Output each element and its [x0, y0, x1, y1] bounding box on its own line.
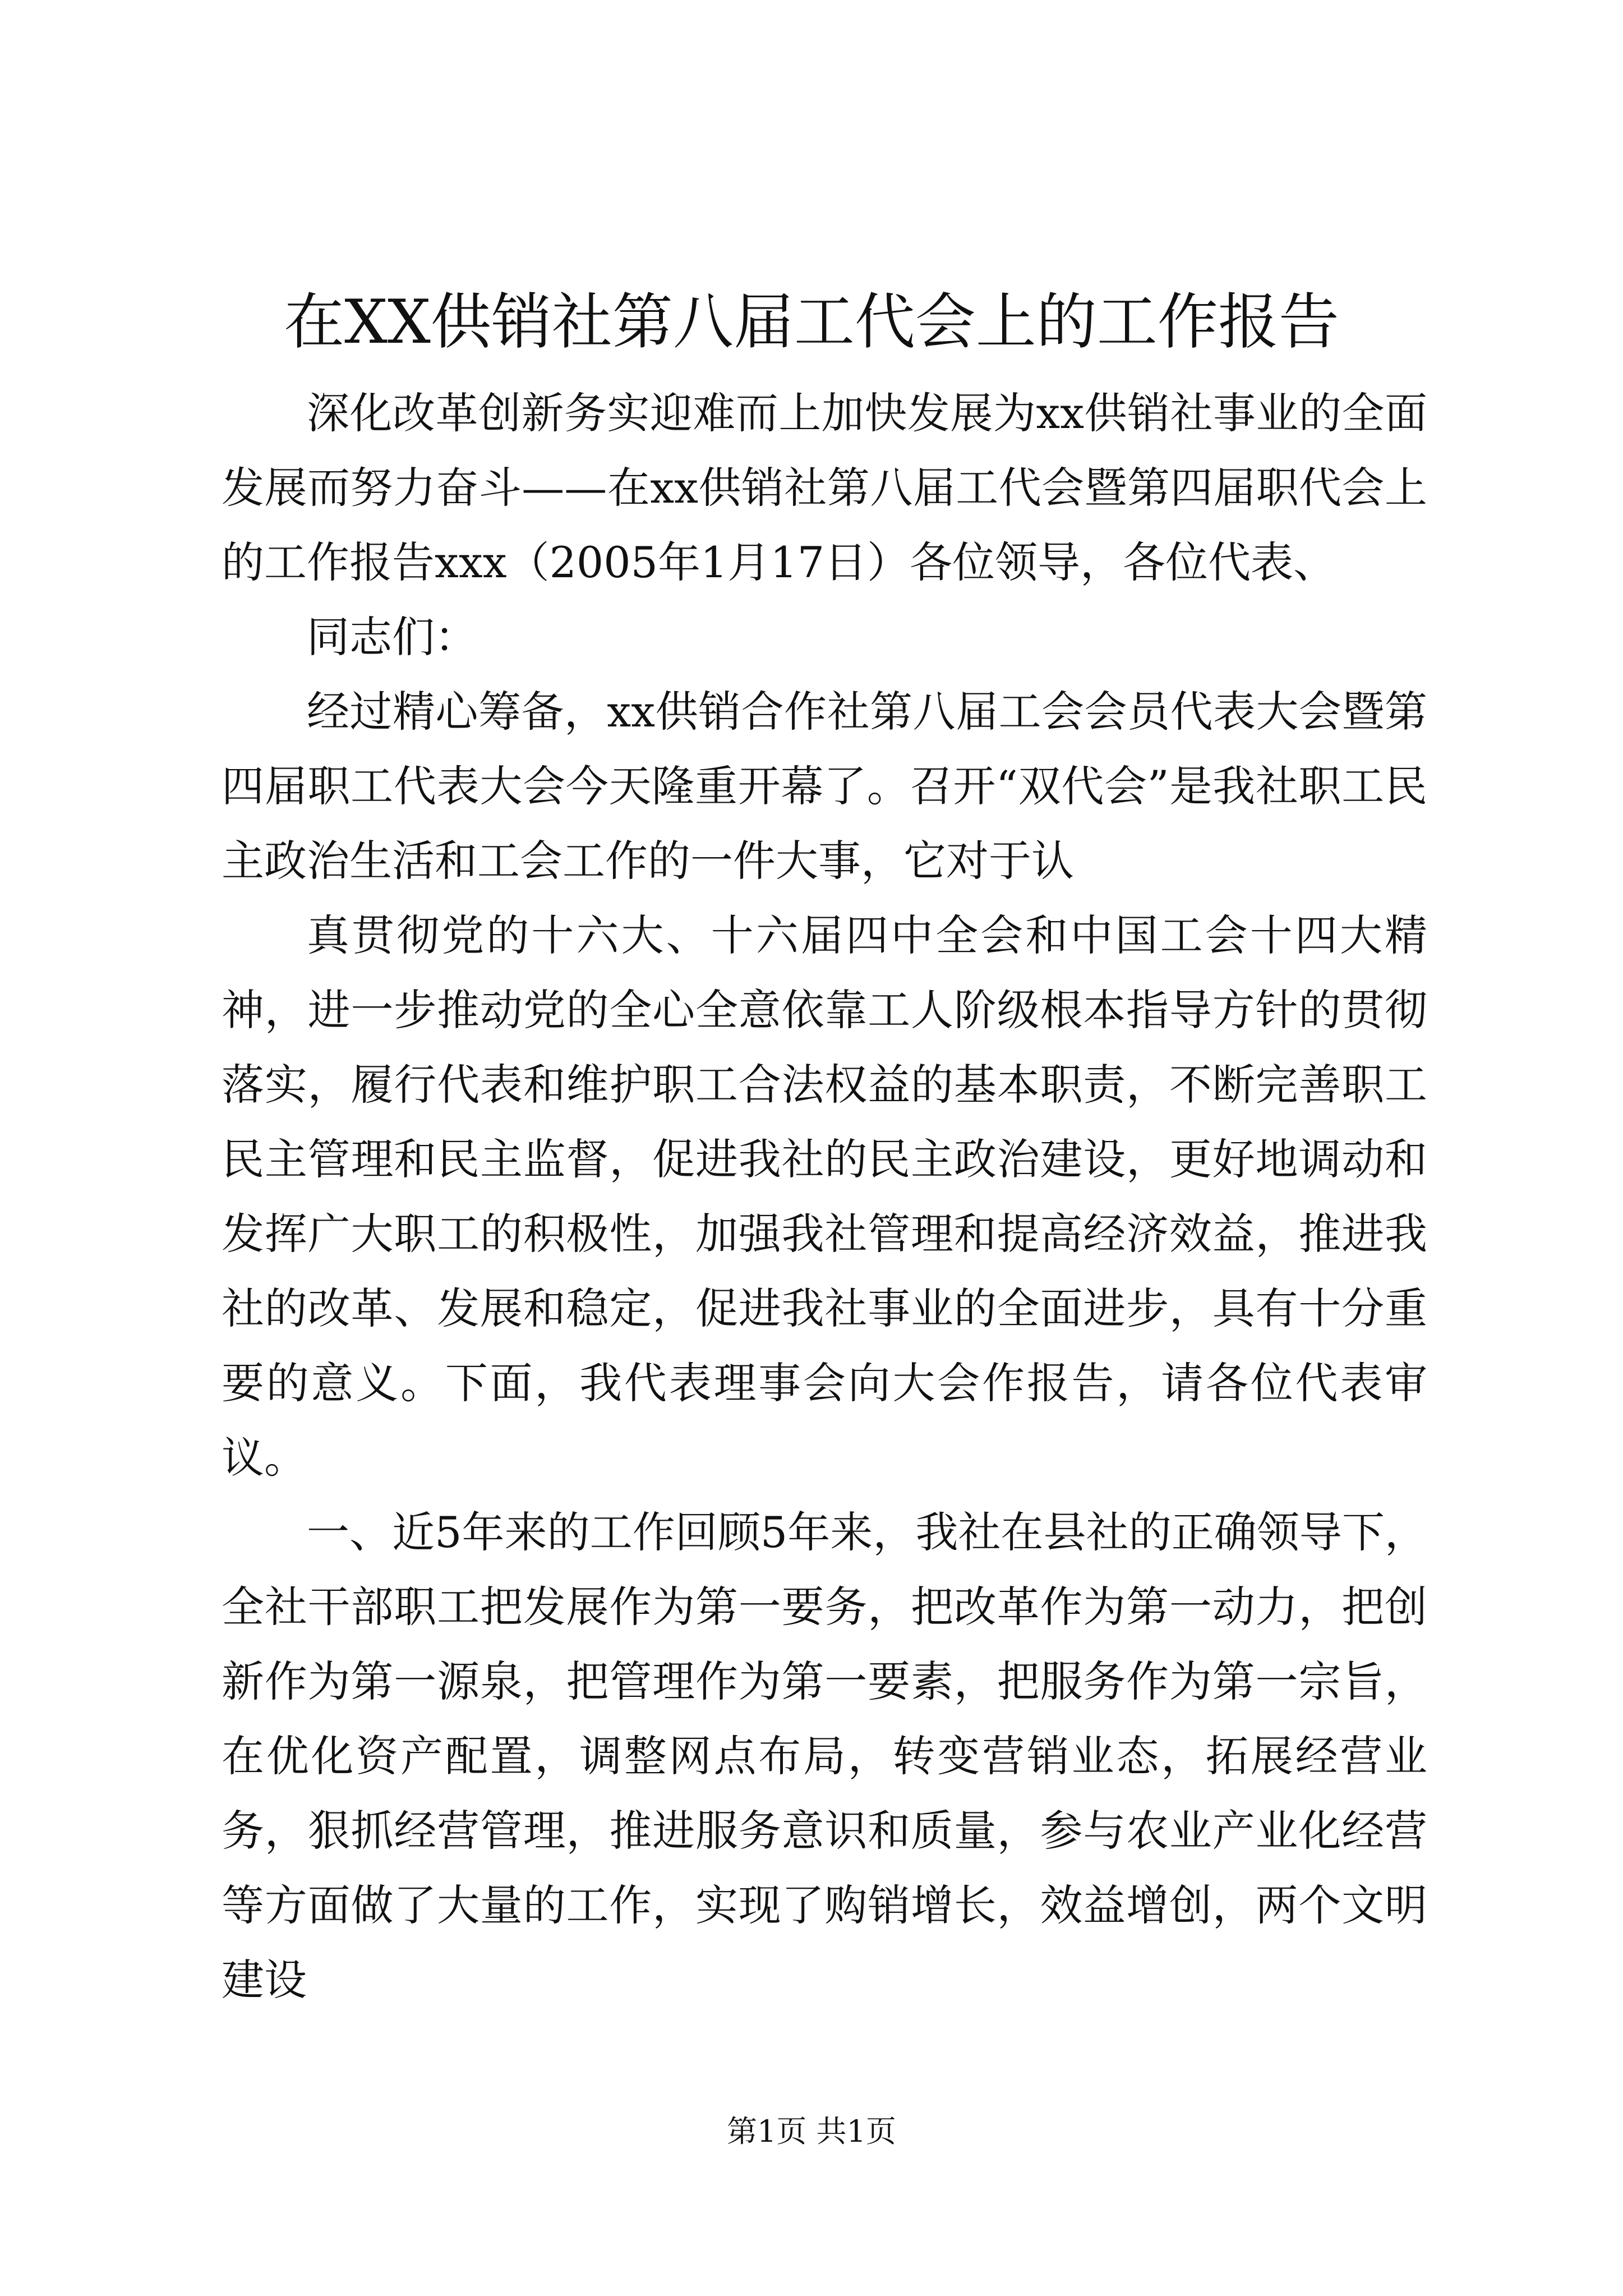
paragraph-significance: 真贯彻党的十六大、十六届四中全会和中国工会十四大精神，进一步推动党的全心全意依靠工人阶级根本指导方针的贯彻落实，履行代表和维护职工合法权益的基本职责，不断完善职工民主管理和民主监督，促进我社的民主政治建设，更好地调动和发挥广大职工的积极性，加强我社管理和提高经济效益，推进我社的改革、发展和稳定，促进我社事业的全面进步，具有十分重要的意义。下面，我代表理事会向大会作报告，请各位代表审议。: [222, 910, 1427, 1483]
paragraph-review: 一、近5年来的工作回顾5年来，我社在县社的正确领导下，全社干部职工把发展作为第一要务，把改革作为第一动力，把创新作为第一源泉，把管理作为第一要素，把服务作为第一宗旨，在优化资产配置，调整网点布局，转变营销业态，拓展经营业务，狠抓经营管理，推进服务意识和质量，参与农业产业化经营等方面做了大量的工作，实现了购销增长，效益增创，两个文明建设: [222, 1507, 1427, 2005]
document-body: [222, 376, 1427, 2017]
paragraph-salutation: 同志们：: [307, 612, 477, 662]
paragraph-intro: 深化改革创新务实迎难而上加快发展为xx供销社事业的全面发展而努力奋斗——在xx供销社第八届工代会暨第四届职代会上的工作报告xxx（2005年1月17日）各位领导，各位代表、: [222, 388, 1427, 587]
page-number-footer: 第1页 共1页: [727, 2114, 896, 2149]
paragraph-opening: 经过精心筹备，xx供销合作社第八届工会会员代表大会暨第四届职工代表大会今天隆重开幕了。召开“双代会”是我社职工民主政治生活和工会工作的一件大事，它对于认: [222, 687, 1427, 886]
document-title: 在XX供销社第八届工代会上的工作报告: [284, 287, 1339, 357]
